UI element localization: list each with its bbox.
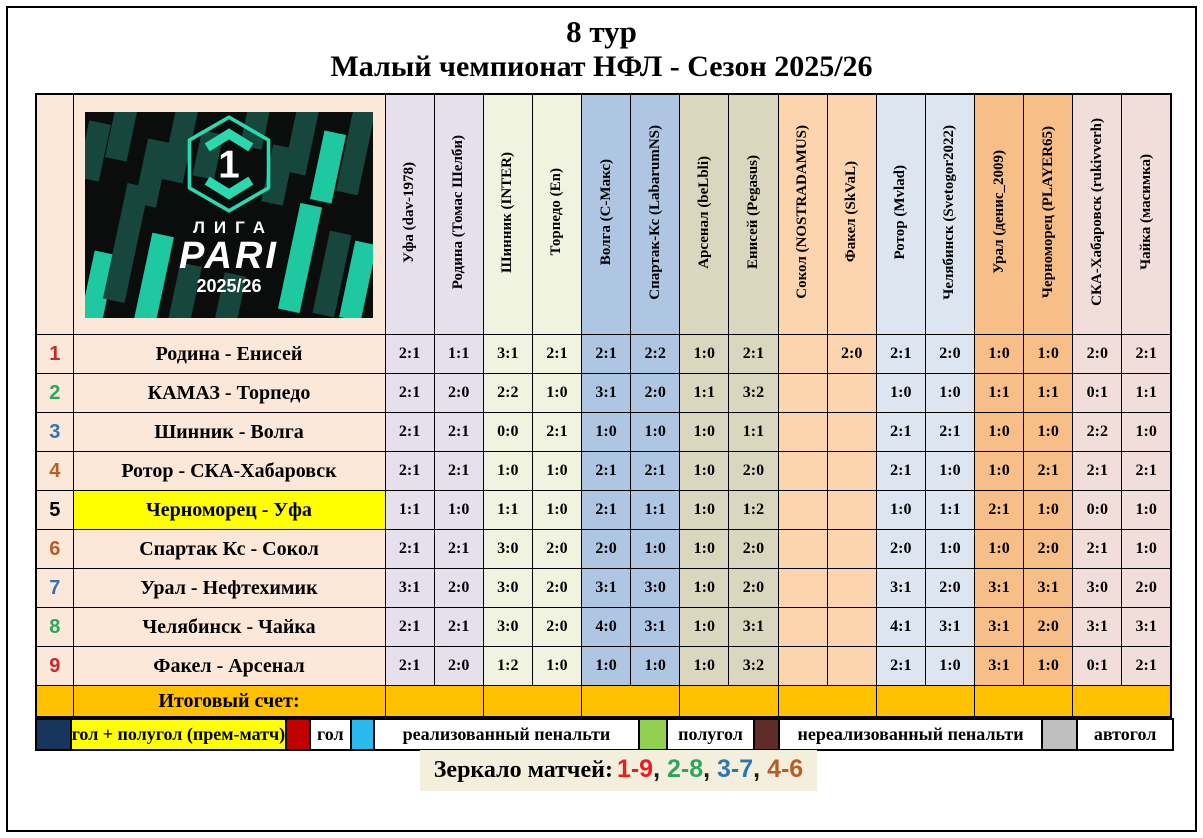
prediction-cell: [827, 530, 876, 569]
season-title: Малый чемпионат НФЛ - Сезон 2025/26: [330, 50, 873, 83]
prediction-cell: 2:1: [1073, 530, 1122, 569]
match-number: 2: [36, 374, 73, 413]
prediction-cell: 1:1: [483, 491, 532, 530]
prediction-cell: [778, 647, 827, 686]
mirror-pair: 2-8: [666, 755, 704, 783]
match-name: Урал - Нефтехимик: [73, 569, 385, 608]
logo-season-text: 2025/26: [196, 275, 262, 296]
predictor-name: Родина (Томас Шелби): [450, 134, 467, 290]
prediction-cell: [827, 374, 876, 413]
legend-swatch-5: [755, 718, 780, 751]
prediction-cell: 2:0: [631, 374, 680, 413]
prediction-cell: 1:0: [925, 374, 974, 413]
mirror-label: Зеркало матчей:: [433, 757, 613, 783]
mirror-separator: ,: [703, 755, 718, 783]
prediction-cell: 2:0: [876, 530, 925, 569]
prediction-cell: 1:0: [532, 374, 581, 413]
predictor-name: Спартак-Кс (LabarumNS): [646, 124, 663, 300]
prediction-cell: 1:0: [680, 491, 729, 530]
prediction-cell: 2:1: [385, 452, 434, 491]
prediction-cell: 2:1: [876, 452, 925, 491]
match-number: 9: [36, 647, 73, 686]
svg-text:1: 1: [218, 143, 240, 187]
match-name: Черноморец - Уфа: [73, 491, 385, 530]
predictor-name: Ротор (Mvlad): [892, 164, 909, 260]
prediction-cell: 2:1: [532, 335, 581, 374]
prediction-cell: 1:0: [876, 491, 925, 530]
match-row-9: [36, 647, 1171, 686]
prediction-cell: 3:1: [729, 608, 778, 647]
prediction-cell: [778, 608, 827, 647]
prediction-cell: 2:2: [483, 374, 532, 413]
prediction-cell: 1:0: [483, 452, 532, 491]
prediction-cell: 1:0: [925, 452, 974, 491]
predictor-header-12: [925, 94, 974, 335]
final-score-cell: [975, 686, 1073, 718]
final-score-row: [36, 686, 1171, 718]
prediction-cell: 3:1: [1122, 608, 1171, 647]
prediction-cell: 1:1: [1122, 374, 1171, 413]
prediction-cell: 1:0: [876, 374, 925, 413]
prediction-cell: [778, 491, 827, 530]
predictor-name: Арсенал (beLbli): [695, 155, 712, 269]
prediction-cell: 2:1: [1122, 335, 1171, 374]
prediction-cell: 2:1: [434, 608, 483, 647]
predictor-header-6: [631, 94, 680, 335]
legend-label-3: реализованный пенальти: [375, 718, 640, 751]
legend-label-4: полугол: [668, 718, 755, 751]
prediction-cell: [778, 374, 827, 413]
predictor-header-9: [778, 94, 827, 335]
final-score-cell: [1073, 686, 1171, 718]
match-number: 5: [36, 491, 73, 530]
predictor-name: Урал (денис_2009): [990, 150, 1007, 274]
prediction-cell: 1:1: [680, 374, 729, 413]
prediction-cell: 3:1: [582, 374, 631, 413]
prediction-cell: 2:0: [827, 335, 876, 374]
prediction-cell: 4:0: [582, 608, 631, 647]
prediction-cell: 1:0: [631, 413, 680, 452]
predictor-header-13: [975, 94, 1024, 335]
predictor-name: Факел (SkVaL): [843, 161, 860, 263]
match-number: 4: [36, 452, 73, 491]
prediction-cell: [827, 491, 876, 530]
prediction-cell: 2:0: [532, 569, 581, 608]
predictor-header-10: [827, 94, 876, 335]
mirror-separator: ,: [653, 755, 667, 783]
final-score-cell: [582, 686, 680, 718]
match-number: 7: [36, 569, 73, 608]
legend-label-5: нереализованный пенальти: [780, 718, 1043, 751]
prediction-cell: 2:0: [925, 569, 974, 608]
league-logo: [85, 112, 373, 318]
prediction-cell: [778, 569, 827, 608]
match-number: 3: [36, 413, 73, 452]
prediction-cell: 1:0: [680, 530, 729, 569]
logo-liga-text: ЛИГА: [193, 217, 274, 237]
predictor-header-11: [876, 94, 925, 335]
prediction-cell: 1:0: [975, 452, 1024, 491]
match-row-4: [36, 452, 1171, 491]
page-title: [0, 14, 1203, 85]
prediction-cell: 3:1: [483, 335, 532, 374]
prediction-cell: 2:1: [434, 530, 483, 569]
predictor-header-14: [1024, 94, 1073, 335]
prediction-cell: 3:0: [631, 569, 680, 608]
prediction-cell: 1:0: [975, 335, 1024, 374]
prediction-cell: 1:0: [680, 335, 729, 374]
prediction-cell: 4:1: [876, 608, 925, 647]
prediction-cell: 1:0: [1024, 491, 1073, 530]
prediction-cell: 2:0: [1024, 608, 1073, 647]
legend-swatch-4: [640, 718, 668, 751]
league-logo-cell: [73, 94, 385, 335]
match-row-2: [36, 374, 1171, 413]
predictor-name: Челябинск (Svetogor2022): [941, 124, 958, 300]
prediction-cell: 2:1: [582, 335, 631, 374]
final-score-cell: [876, 686, 974, 718]
predictor-header-1: [385, 94, 434, 335]
prediction-cell: 1:0: [1122, 530, 1171, 569]
prediction-cell: 1:0: [975, 530, 1024, 569]
prediction-cell: 1:0: [1024, 335, 1073, 374]
legend-swatch-1: [37, 718, 72, 751]
prediction-cell: 1:0: [925, 647, 974, 686]
prediction-cell: 2:1: [631, 452, 680, 491]
prediction-cell: 2:1: [975, 491, 1024, 530]
mirror-pair: 3-7: [717, 755, 754, 783]
prediction-cell: 2:1: [925, 413, 974, 452]
prediction-cell: 1:0: [1122, 413, 1171, 452]
match-number: 1: [36, 335, 73, 374]
prediction-cell: 1:0: [975, 413, 1024, 452]
prediction-cell: 2:1: [876, 647, 925, 686]
predictor-header-5: [582, 94, 631, 335]
prediction-cell: 1:2: [729, 491, 778, 530]
predictor-header-15: [1073, 94, 1122, 335]
prediction-cell: 3:0: [1073, 569, 1122, 608]
prediction-cell: 2:1: [876, 335, 925, 374]
predictor-name: Уфа (dav-1978): [401, 161, 418, 263]
prediction-cell: [827, 452, 876, 491]
prediction-cell: 2:0: [434, 647, 483, 686]
prediction-cell: 2:1: [1122, 452, 1171, 491]
predictor-name: Енисей (Pegasus): [744, 154, 761, 269]
prediction-cell: 2:0: [1122, 569, 1171, 608]
prediction-cell: 1:0: [1024, 647, 1073, 686]
prediction-cell: 0:0: [1073, 491, 1122, 530]
match-name: Ротор - СКА-Хабаровск: [73, 452, 385, 491]
predictor-name: Чайка (масимка): [1137, 154, 1154, 270]
prediction-cell: 2:1: [434, 413, 483, 452]
legend-swatch-6: [1043, 718, 1078, 751]
prediction-cell: 3:1: [975, 647, 1024, 686]
match-row-6: [36, 530, 1171, 569]
prediction-cell: 1:0: [532, 452, 581, 491]
mirror-separator: ,: [753, 755, 768, 783]
prediction-cell: [827, 608, 876, 647]
prediction-cell: 1:0: [680, 569, 729, 608]
match-name: Спартак Кс - Сокол: [73, 530, 385, 569]
predictor-name: Сокол (NOSTRADAMUS): [794, 125, 811, 299]
prediction-cell: 2:1: [385, 647, 434, 686]
prediction-cell: 3:2: [729, 647, 778, 686]
prediction-cell: 1:1: [385, 491, 434, 530]
match-name: Шинник - Волга: [73, 413, 385, 452]
predictor-header-7: [680, 94, 729, 335]
predictor-name: Торпедо (En): [548, 168, 565, 256]
logo-brand-text: PARI: [179, 234, 279, 277]
prediction-cell: 1:0: [1122, 491, 1171, 530]
prediction-cell: 2:0: [1024, 530, 1073, 569]
mirror-note: [0, 750, 1203, 791]
match-name: КАМАЗ - Торпедо: [73, 374, 385, 413]
legend-label-1: гол + полугол (прем-матч): [72, 718, 287, 751]
prediction-cell: 2:1: [1073, 452, 1122, 491]
prediction-cell: 1:0: [582, 413, 631, 452]
prediction-cell: 3:0: [483, 569, 532, 608]
prediction-cell: 2:1: [582, 491, 631, 530]
match-row-5: [36, 491, 1171, 530]
prediction-cell: 3:1: [1073, 608, 1122, 647]
prediction-cell: 2:1: [1024, 452, 1073, 491]
legend-label-2: гол: [311, 718, 352, 751]
prediction-cell: 2:0: [434, 569, 483, 608]
final-score-cell: [385, 686, 483, 718]
prediction-cell: 3:1: [975, 569, 1024, 608]
prediction-cell: 1:0: [532, 647, 581, 686]
match-name: Родина - Енисей: [73, 335, 385, 374]
prediction-cell: 2:0: [1073, 335, 1122, 374]
prediction-cell: 1:0: [631, 647, 680, 686]
prediction-cell: 2:1: [876, 413, 925, 452]
mirror-pairs: [616, 755, 804, 783]
prediction-cell: 1:0: [680, 452, 729, 491]
final-score-num-cell: [36, 686, 73, 718]
mirror-pair: 1-9: [616, 755, 654, 783]
prediction-cell: 2:2: [1073, 413, 1122, 452]
prediction-cell: 2:1: [385, 608, 434, 647]
prediction-cell: 2:0: [532, 608, 581, 647]
prediction-cell: 2:1: [729, 335, 778, 374]
prediction-cell: 2:1: [385, 374, 434, 413]
prediction-cell: 1:1: [631, 491, 680, 530]
prediction-cell: 3:1: [925, 608, 974, 647]
prediction-cell: 2:1: [1122, 647, 1171, 686]
prediction-cell: 3:0: [483, 530, 532, 569]
prediction-cell: 1:0: [532, 491, 581, 530]
prediction-cell: 3:1: [582, 569, 631, 608]
prediction-cell: 2:2: [631, 335, 680, 374]
prediction-cell: 2:0: [434, 374, 483, 413]
prediction-cell: 1:0: [1024, 413, 1073, 452]
final-score-cell: [778, 686, 876, 718]
prediction-cell: 2:1: [532, 413, 581, 452]
prediction-cell: 1:0: [434, 491, 483, 530]
match-row-1: [36, 335, 1171, 374]
prediction-cell: 1:0: [680, 647, 729, 686]
final-score-cell: [483, 686, 581, 718]
prediction-cell: [827, 569, 876, 608]
prediction-cell: 3:1: [876, 569, 925, 608]
legend-swatch-3: [352, 718, 375, 751]
prediction-cell: 2:0: [532, 530, 581, 569]
prediction-cell: 3:0: [483, 608, 532, 647]
prediction-cell: [827, 413, 876, 452]
prediction-cell: 1:2: [483, 647, 532, 686]
prediction-cell: 2:1: [434, 452, 483, 491]
prediction-cell: 1:1: [925, 491, 974, 530]
legend-row: [35, 718, 1174, 751]
final-score-label: Итоговый счет:: [73, 686, 385, 718]
prediction-cell: [778, 452, 827, 491]
prediction-cell: 2:1: [385, 335, 434, 374]
final-score-cell: [680, 686, 778, 718]
prediction-cell: 0:0: [483, 413, 532, 452]
match-name: Факел - Арсенал: [73, 647, 385, 686]
prediction-cell: 1:1: [729, 413, 778, 452]
mirror-pair: 4-6: [767, 755, 804, 783]
prediction-cell: 1:1: [975, 374, 1024, 413]
predictor-name: Шинник (INTER): [499, 151, 516, 273]
row-number-column-header: [36, 94, 73, 335]
prediction-cell: 2:1: [582, 452, 631, 491]
mirror-strip: [420, 750, 817, 791]
prediction-cell: 0:1: [1073, 647, 1122, 686]
predictor-name: Волга (С-Макс): [597, 158, 614, 266]
prediction-cell: 3:1: [631, 608, 680, 647]
prediction-cell: 2:0: [925, 335, 974, 374]
prediction-cell: [778, 530, 827, 569]
prediction-cell: 3:1: [385, 569, 434, 608]
predictor-header-4: [532, 94, 581, 335]
prediction-cell: 1:0: [582, 647, 631, 686]
match-number: 6: [36, 530, 73, 569]
predictions-area: [35, 93, 1174, 751]
prediction-cell: 1:0: [680, 608, 729, 647]
predictor-name: Черноморец (PLAYER65): [1039, 125, 1056, 299]
predictions-table: [35, 93, 1172, 718]
prediction-cell: 2:1: [385, 530, 434, 569]
match-number: 8: [36, 608, 73, 647]
prediction-cell: 3:1: [975, 608, 1024, 647]
match-row-7: [36, 569, 1171, 608]
prediction-cell: 2:0: [582, 530, 631, 569]
prediction-cell: [827, 647, 876, 686]
prediction-cell: 2:1: [385, 413, 434, 452]
legend-swatch-2: [287, 718, 311, 751]
predictor-header-16: [1122, 94, 1171, 335]
prediction-cell: [778, 335, 827, 374]
predictor-name: СКА-Хабаровск (rukivverh): [1088, 118, 1105, 306]
match-name: Челябинск - Чайка: [73, 608, 385, 647]
table-body: [36, 335, 1171, 686]
prediction-cell: 0:1: [1073, 374, 1122, 413]
match-row-8: [36, 608, 1171, 647]
legend-label-6: автогол: [1078, 718, 1174, 751]
prediction-cell: 1:0: [925, 530, 974, 569]
prediction-cell: 1:0: [680, 413, 729, 452]
prediction-cell: 1:1: [1024, 374, 1073, 413]
predictor-header-2: [434, 94, 483, 335]
round-title: 8 тур: [566, 14, 637, 49]
league-one-hexagon-icon: [177, 112, 281, 216]
prediction-cell: 1:0: [631, 530, 680, 569]
prediction-cell: 2:0: [729, 452, 778, 491]
prediction-cell: 1:1: [434, 335, 483, 374]
predictor-header-3: [483, 94, 532, 335]
prediction-cell: 2:0: [729, 530, 778, 569]
prediction-cell: 3:1: [1024, 569, 1073, 608]
prediction-cell: [778, 413, 827, 452]
predictor-header-8: [729, 94, 778, 335]
prediction-cell: 3:2: [729, 374, 778, 413]
match-row-3: [36, 413, 1171, 452]
header-row: [36, 94, 1171, 335]
prediction-cell: 2:0: [729, 569, 778, 608]
